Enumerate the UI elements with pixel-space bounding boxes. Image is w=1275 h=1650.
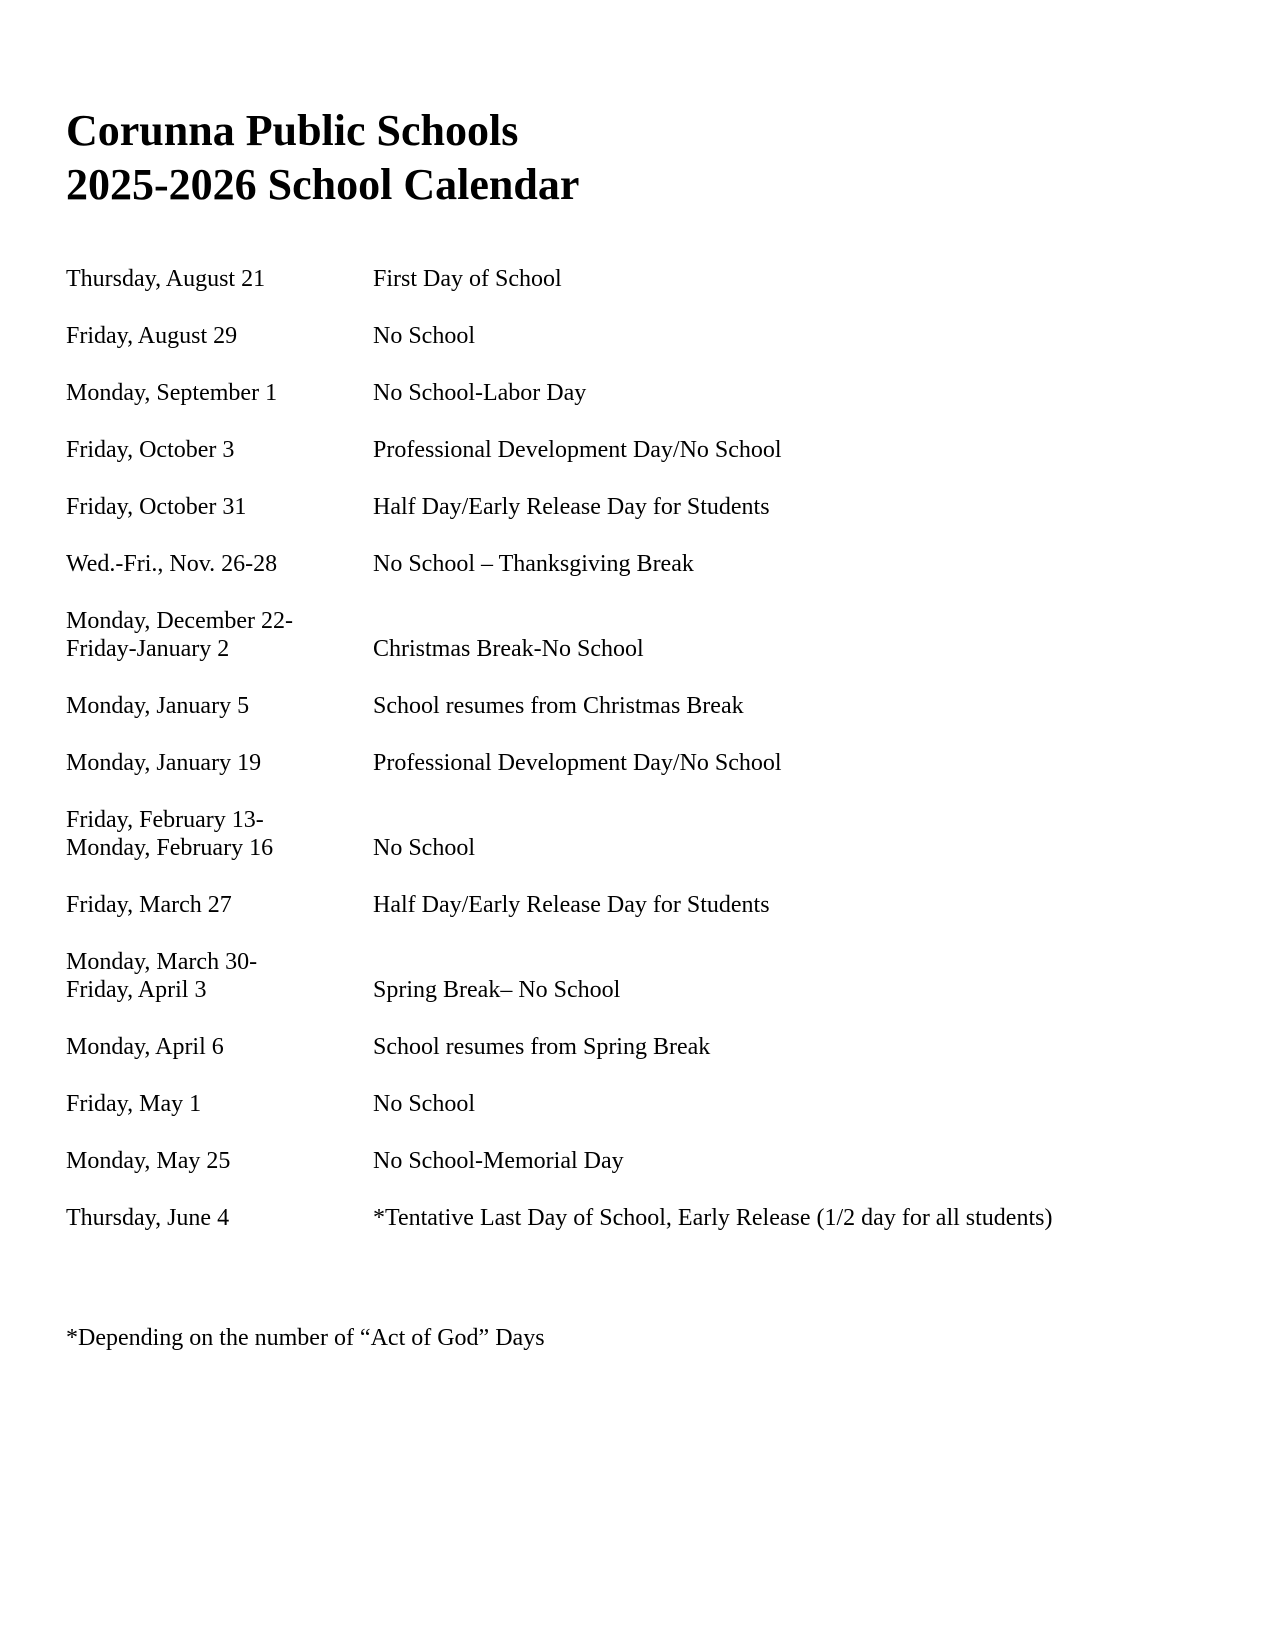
calendar-date-line: Thursday, August 21 xyxy=(66,266,266,292)
calendar-date xyxy=(66,749,373,777)
calendar-date-line: Friday, August 29 xyxy=(66,323,238,349)
calendar-event: *Tentative Last Day of School, Early Release (1/2 day for all students) xyxy=(373,1205,1053,1231)
calendar-date-line: Monday, January 19 xyxy=(66,750,262,776)
calendar-date xyxy=(66,1204,373,1232)
calendar-event: No School xyxy=(373,835,475,861)
calendar-date-line: Monday, January 5 xyxy=(66,693,250,719)
calendar-event: Professional Development Day/No School xyxy=(373,750,782,776)
calendar-event: First Day of School xyxy=(373,266,562,292)
calendar-row xyxy=(66,1090,1216,1118)
calendar-date xyxy=(66,891,373,919)
calendar-date xyxy=(66,493,373,521)
calendar-date xyxy=(66,948,373,1004)
calendar-event: Spring Break– No School xyxy=(373,977,621,1003)
calendar-event: School resumes from Spring Break xyxy=(373,1034,711,1060)
calendar-list xyxy=(66,265,1216,1261)
calendar-row xyxy=(66,265,1216,293)
calendar-event: School resumes from Christmas Break xyxy=(373,693,744,719)
calendar-date-line: Friday, March 27 xyxy=(66,892,232,918)
calendar-row xyxy=(66,436,1216,464)
page-title xyxy=(66,104,579,212)
calendar-date-line: Monday, March 30- xyxy=(66,949,258,975)
calendar-date xyxy=(66,550,373,578)
calendar-row xyxy=(66,1204,1216,1232)
calendar-row xyxy=(66,806,1216,862)
calendar-event: Christmas Break-No School xyxy=(373,636,644,662)
calendar-date-line: Friday, October 31 xyxy=(66,494,247,520)
calendar-date-line: Monday, December 22- xyxy=(66,608,294,634)
calendar-date-line: Thursday, June 4 xyxy=(66,1205,230,1231)
calendar-date xyxy=(66,607,373,663)
title-calendar-year: 2025-2026 School Calendar xyxy=(66,160,580,209)
calendar-date xyxy=(66,436,373,464)
calendar-event: Professional Development Day/No School xyxy=(373,437,782,463)
calendar-event: No School – Thanksgiving Break xyxy=(373,551,694,577)
calendar-event: Half Day/Early Release Day for Students xyxy=(373,494,770,520)
calendar-row xyxy=(66,493,1216,521)
calendar-date xyxy=(66,379,373,407)
calendar-date-line: Friday, May 1 xyxy=(66,1091,202,1117)
calendar-date-line: Friday, October 3 xyxy=(66,437,235,463)
calendar-date-line: Monday, February 16 xyxy=(66,835,274,861)
calendar-date-line: Friday, April 3 xyxy=(66,977,207,1003)
calendar-row xyxy=(66,322,1216,350)
calendar-date xyxy=(66,1090,373,1118)
calendar-date xyxy=(66,1147,373,1175)
calendar-date-line: Friday, February 13- xyxy=(66,807,264,833)
calendar-date xyxy=(66,322,373,350)
calendar-date xyxy=(66,692,373,720)
calendar-row xyxy=(66,948,1216,1004)
calendar-row xyxy=(66,891,1216,919)
calendar-row xyxy=(66,550,1216,578)
calendar-date xyxy=(66,265,373,293)
calendar-date xyxy=(66,806,373,862)
calendar-date-line: Monday, September 1 xyxy=(66,380,278,406)
calendar-date-line: Friday-January 2 xyxy=(66,636,230,662)
calendar-row xyxy=(66,1147,1216,1175)
calendar-row xyxy=(66,692,1216,720)
calendar-row xyxy=(66,607,1216,663)
title-school-name: Corunna Public Schools xyxy=(66,106,519,155)
calendar-date xyxy=(66,1033,373,1061)
calendar-date-line: Wed.-Fri., Nov. 26-28 xyxy=(66,551,278,577)
calendar-event: No School xyxy=(373,323,475,349)
calendar-event: No School-Memorial Day xyxy=(373,1148,624,1174)
calendar-date-line: Monday, April 6 xyxy=(66,1034,224,1060)
calendar-event: No School-Labor Day xyxy=(373,380,587,406)
calendar-row xyxy=(66,749,1216,777)
calendar-event: Half Day/Early Release Day for Students xyxy=(373,892,770,918)
footnote: *Depending on the number of “Act of God” Days xyxy=(66,1325,545,1351)
calendar-row xyxy=(66,1033,1216,1061)
calendar-event: No School xyxy=(373,1091,475,1117)
calendar-date-line: Monday, May 25 xyxy=(66,1148,231,1174)
calendar-row xyxy=(66,379,1216,407)
